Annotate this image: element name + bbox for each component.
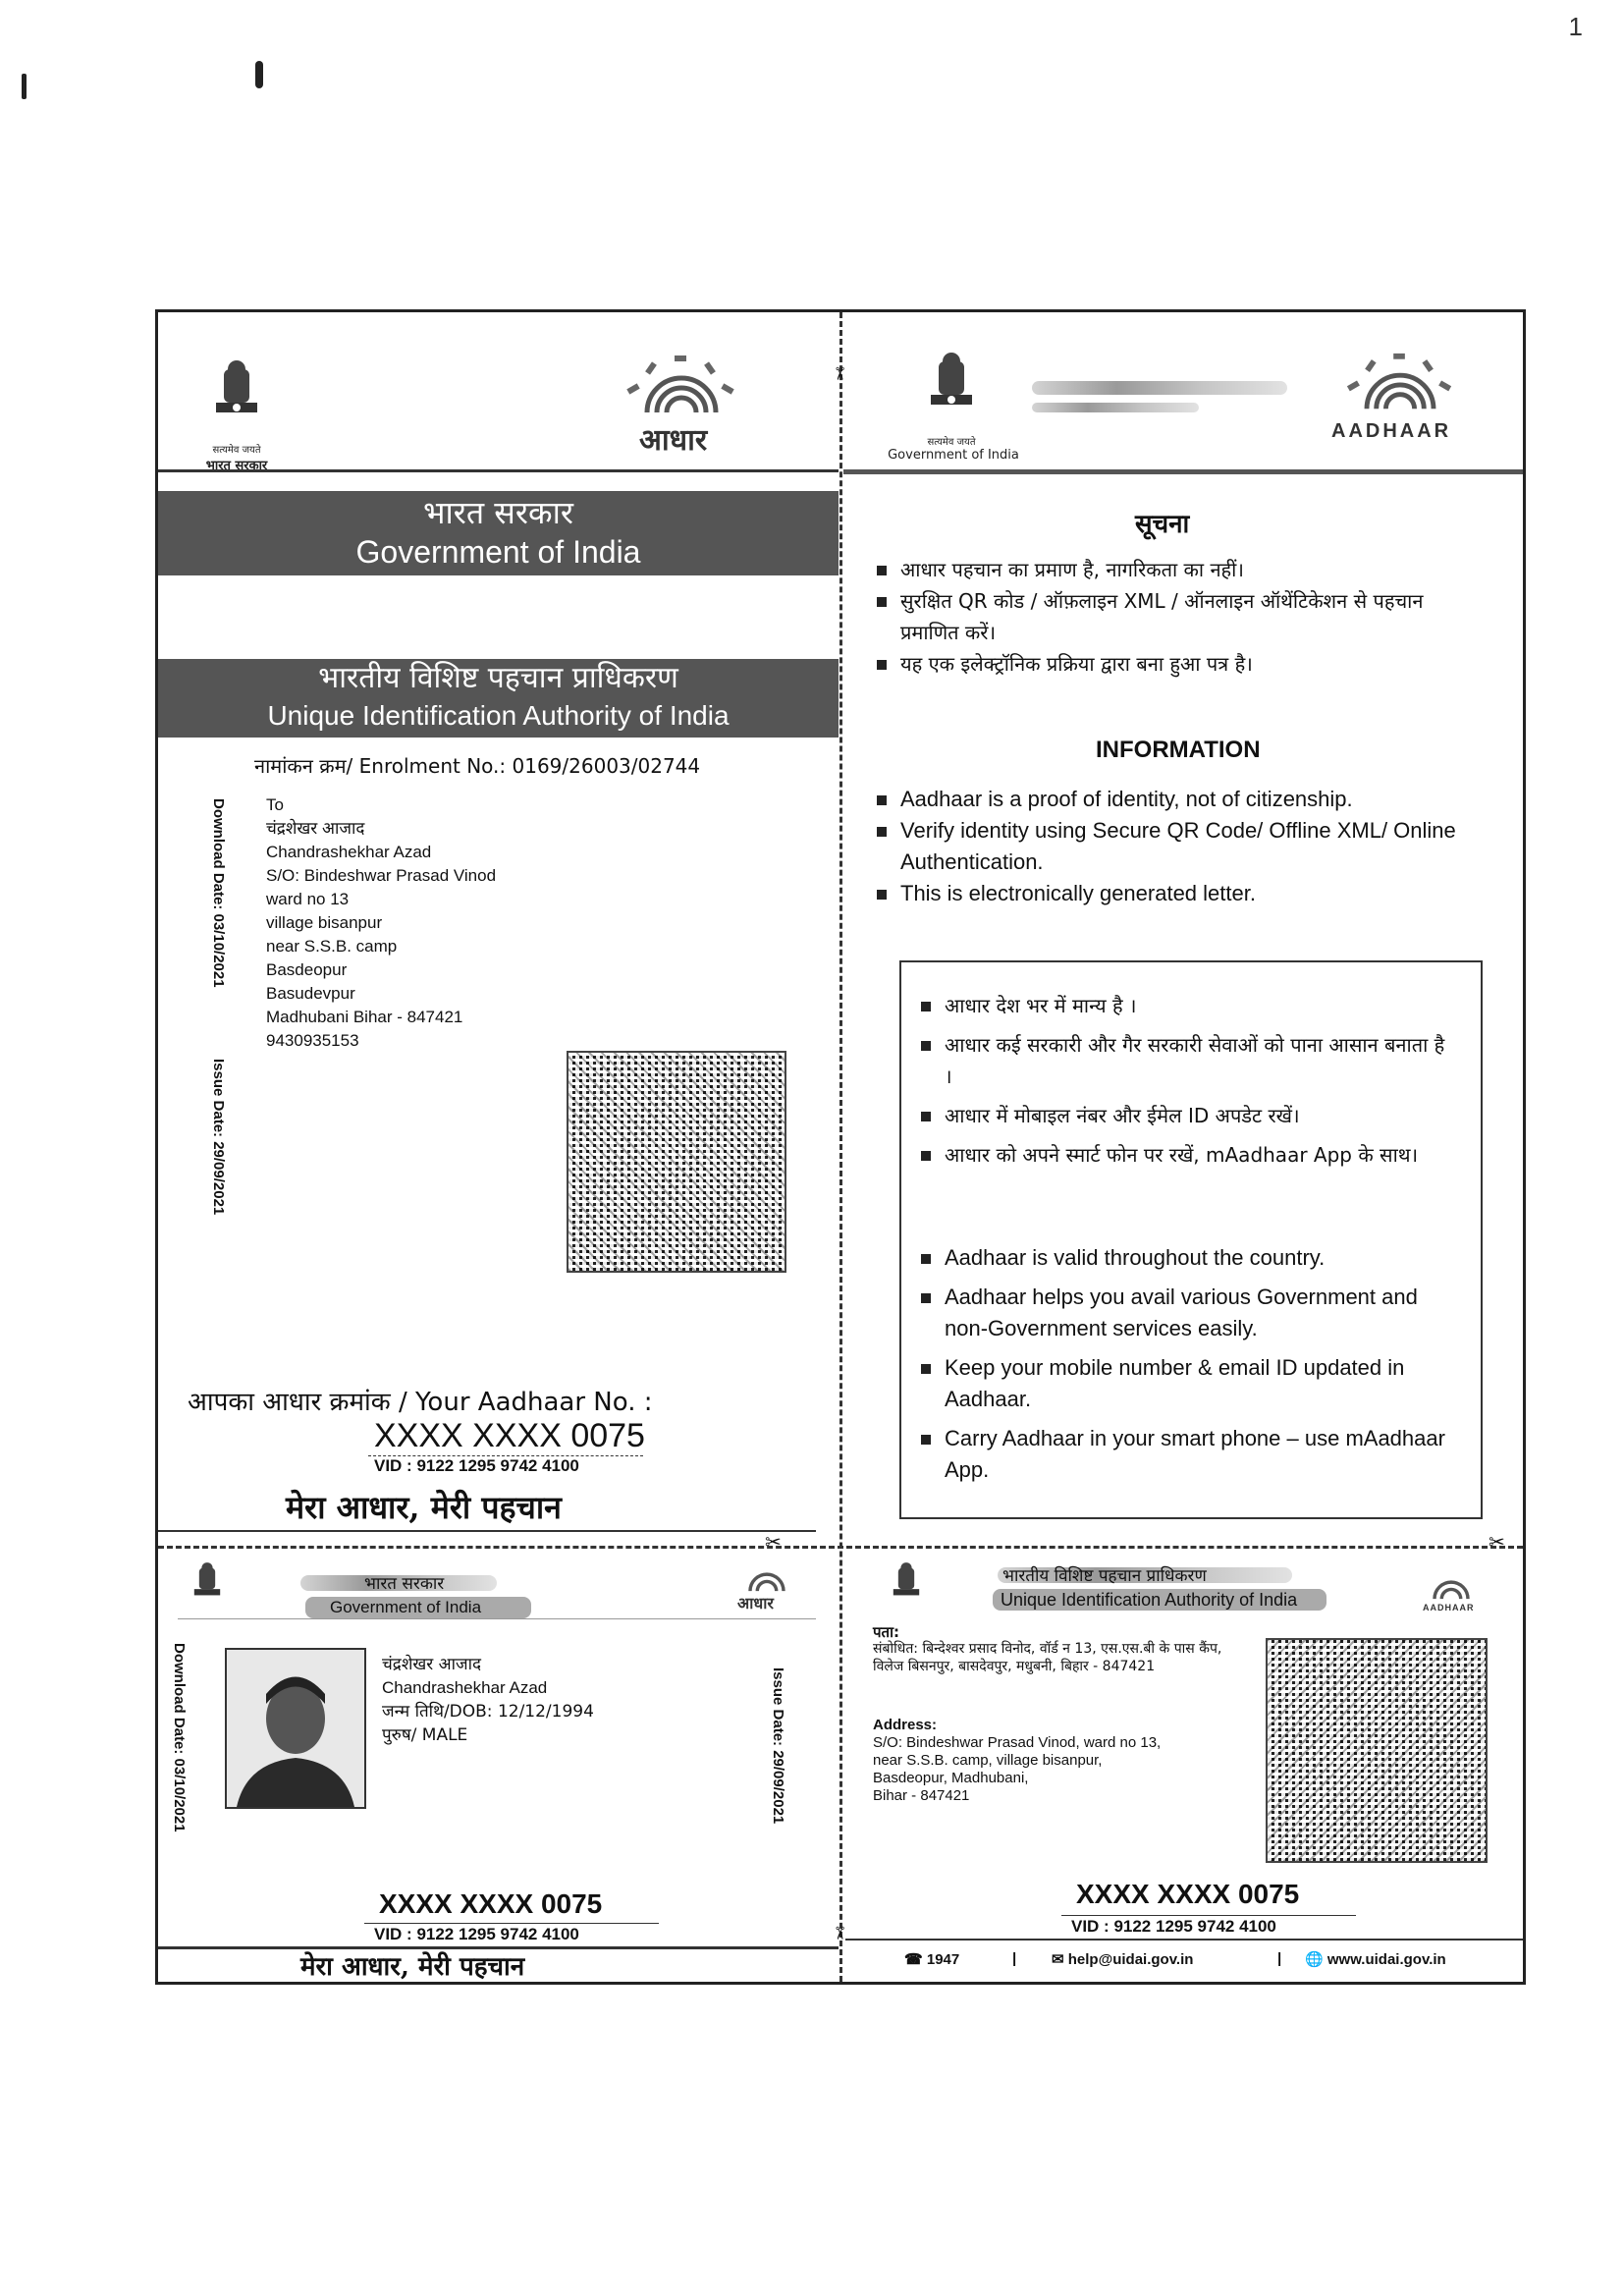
tagline: मेरा आधार, मेरी पहचान xyxy=(286,1489,562,1526)
information-item: Aadhaar is a proof of identity, not of citizenship. xyxy=(875,784,1493,815)
phone-contact xyxy=(904,1950,959,1968)
scan-mark xyxy=(22,74,27,99)
box-item-english: Aadhaar helps you avail various Government and non-Government services easily. xyxy=(919,1282,1449,1344)
website-contact xyxy=(1305,1950,1446,1968)
notice-item: आधार पहचान का प्रमाण है, नागरिकता का नहीं। xyxy=(875,554,1484,585)
scissors-icon: ✂ xyxy=(765,1530,782,1554)
card-back-vid: VID : 9122 1295 9742 4100 xyxy=(1071,1917,1276,1936)
scissors-icon: ✂ xyxy=(829,1925,850,1941)
aadhaar-logo-text: आधार xyxy=(639,423,708,458)
gov-label: Government of India xyxy=(888,448,1019,463)
card-header-rule xyxy=(178,1618,816,1619)
card-back-auth-english: Unique Identification Authority of India xyxy=(1001,1590,1298,1610)
national-emblem-icon xyxy=(885,1561,928,1611)
email-address: help@uidai.gov.in xyxy=(1067,1951,1194,1968)
card-holder-details xyxy=(382,1653,594,1747)
box-item-hindi: आधार कई सरकारी और गैर सरकारी सेवाओं को पाना आसान बनाता है । xyxy=(919,1029,1449,1092)
address-line: near S.S.B. camp xyxy=(266,937,398,956)
top-rule xyxy=(843,469,1523,474)
top-rule xyxy=(158,469,839,472)
enrolment-number: नामांकन क्रम/ Enrolment No.: 0169/26003/02744 xyxy=(254,754,701,778)
download-date: Download Date: 03/10/2021 xyxy=(210,798,227,988)
national-emblem-icon xyxy=(186,1561,229,1611)
notice-item: यह एक इलेक्ट्रॉनिक प्रक्रिया द्वारा बना हुआ पत्र है। xyxy=(875,648,1484,680)
holder-gender: पुरुष/ MALE xyxy=(382,1725,468,1745)
address-line: Madhubani Bihar - 847421 xyxy=(266,1008,463,1026)
box-item-english: Aadhaar is valid throughout the country. xyxy=(919,1242,1449,1274)
emblem-caption: सत्यमेव जयते xyxy=(927,437,976,448)
email-contact xyxy=(1052,1950,1193,1968)
address-english-line: S/O: Bindeshwar Prasad Vinod, ward no 13, xyxy=(873,1734,1162,1751)
address-line: village bisanpur xyxy=(266,913,383,932)
number-underline xyxy=(364,1923,659,1924)
address-line: चंद्रशेखर आजाद xyxy=(266,819,365,838)
photo-portrait-icon xyxy=(227,1650,364,1807)
aadhaar-letter-sheet xyxy=(155,309,1526,1985)
card-back-logo-text: AADHAAR xyxy=(1423,1603,1475,1613)
address-line: Basdeopur xyxy=(266,960,348,979)
address-line: S/O: Bindeshwar Prasad Vinod xyxy=(266,866,497,885)
address-line: Basudevpur xyxy=(266,984,355,1003)
address-line: Chandrashekhar Azad xyxy=(266,843,432,861)
redacted-bar xyxy=(1032,381,1287,395)
box-list-english xyxy=(919,1242,1449,1486)
uidai-band-english: Unique Identification Authority of India xyxy=(267,700,730,731)
address-label-hindi: पता: xyxy=(873,1623,899,1641)
aadhaar-logo-icon xyxy=(1417,1569,1486,1603)
website-url: www.uidai.gov.in xyxy=(1326,1951,1446,1968)
box-item-english: Carry Aadhaar in your smart phone – use mAadhaar App. xyxy=(919,1423,1449,1486)
national-emblem-icon xyxy=(917,352,986,428)
notice-list-hindi xyxy=(875,554,1484,680)
photo xyxy=(225,1648,366,1809)
box-item-english: Keep your mobile number & email ID updated in Aadhaar. xyxy=(919,1352,1449,1415)
aadhaar-logo-icon xyxy=(732,1561,801,1595)
information-item: Verify identity using Secure QR Code/ Offline XML/ Online Authentication. xyxy=(875,815,1493,878)
information-item: This is electronically generated letter. xyxy=(875,878,1493,909)
tagline-rule xyxy=(158,1530,816,1532)
qr-code xyxy=(567,1051,786,1273)
card-issue-date: Issue Date: 29/09/2021 xyxy=(770,1667,786,1825)
address-label-english: Address: xyxy=(873,1717,938,1733)
aadhaar-logo-icon xyxy=(618,352,745,420)
address-english-line: near S.S.B. camp, village bisanpur, xyxy=(873,1752,1103,1769)
vertical-cut-line xyxy=(839,312,842,1982)
separator: | xyxy=(1012,1950,1017,1967)
card-back-aadhaar-number: XXXX XXXX 0075 xyxy=(1076,1879,1300,1909)
page-number: 1 xyxy=(1568,12,1583,41)
box-item-hindi: आधार देश भर में मान्य है । xyxy=(919,990,1449,1021)
gov-band-english: Government of India xyxy=(355,534,641,570)
separator: | xyxy=(1277,1950,1282,1967)
redacted-bar xyxy=(1032,403,1199,412)
national-emblem-icon xyxy=(202,359,271,436)
box-item-hindi: आधार में मोबाइल नंबर और ईमेल ID अपडेट रखें। xyxy=(919,1100,1449,1131)
aadhaar-number-label: आपका आधार क्रमांक / Your Aadhaar No. : xyxy=(188,1388,653,1417)
box-item-hindi: आधार को अपने स्मार्ट फोन पर रखें, mAadhaar App के साथ। xyxy=(919,1139,1449,1171)
address-english-line: Basdeopur, Madhubani, xyxy=(873,1770,1029,1786)
globe-icon: 🌐 xyxy=(1305,1951,1324,1968)
uidai-band xyxy=(158,659,839,738)
card-gov-english-text: Government of India xyxy=(330,1598,482,1616)
gov-band xyxy=(158,491,839,575)
issue-date: Issue Date: 29/09/2021 xyxy=(210,1059,227,1216)
information-heading: INFORMATION xyxy=(1096,737,1261,763)
notice-item: सुरक्षित QR कोड / ऑफ़लाइन XML / ऑनलाइन ऑथेंटिकेशन से पहचान प्रमाणित करें। xyxy=(875,585,1484,648)
gov-band-hindi: भारत सरकार xyxy=(423,494,573,531)
aadhaar-logo-icon xyxy=(1336,350,1464,416)
card-aadhaar-logo-text: आधार xyxy=(737,1594,774,1613)
scissors-icon: ✂ xyxy=(829,365,850,382)
qr-code xyxy=(1266,1638,1488,1863)
box-list-hindi xyxy=(919,990,1449,1171)
phone-number: 1947 xyxy=(926,1951,960,1968)
number-underline xyxy=(1061,1915,1356,1916)
notice-heading: सूचना xyxy=(1135,510,1190,539)
address-english xyxy=(873,1734,1161,1805)
vid-number: VID : 9122 1295 9742 4100 xyxy=(374,1456,579,1475)
recipient-address xyxy=(266,793,496,1053)
scissors-icon: ✂ xyxy=(1489,1530,1505,1554)
address-line: 9430935153 xyxy=(266,1031,359,1050)
aadhaar-number: XXXX XXXX 0075 xyxy=(374,1417,645,1454)
card-vid: VID : 9122 1295 9742 4100 xyxy=(374,1925,579,1943)
holder-dob: जन्म तिथि/DOB: 12/12/1994 xyxy=(382,1702,594,1722)
phone-icon: ☎ xyxy=(904,1951,923,1968)
emblem-caption-gov: भारत सरकार xyxy=(205,459,268,473)
horizontal-cut-line xyxy=(158,1546,1523,1549)
uidai-band-hindi: भारतीय विशिष्ट पहचान प्राधिकरण xyxy=(318,661,678,695)
address-english-line: Bihar - 847421 xyxy=(873,1787,970,1804)
address-hindi: संबोधित: बिन्देश्वर प्रसाद विनोद, वॉर्ड न 13, एस.एस.बी के पास कैंप, विलेज बिसनपुर, बासदेवपुर, मधुबनी, बिहार - 847421 xyxy=(873,1641,1222,1674)
scan-mark xyxy=(255,61,263,88)
card-back-auth-hindi: भारतीय विशिष्ट पहचान प्राधिकरण xyxy=(1002,1566,1207,1586)
holder-name-english: Chandrashekhar Azad xyxy=(382,1678,548,1697)
card-aadhaar-number: XXXX XXXX 0075 xyxy=(379,1888,603,1919)
email-icon: ✉ xyxy=(1052,1951,1064,1968)
emblem-caption: सत्यमेव जयते xyxy=(212,445,261,456)
information-list xyxy=(875,784,1493,909)
card-tagline: मेरा आधार, मेरी पहचान xyxy=(300,1952,525,1982)
aadhaar-info-box xyxy=(899,960,1483,1519)
address-line: ward no 13 xyxy=(266,890,350,908)
aadhaar-logo-text: AADHAAR xyxy=(1331,420,1452,442)
card-download-date: Download Date: 03/10/2021 xyxy=(171,1643,188,1832)
card-back-footer-rule xyxy=(845,1939,1523,1941)
holder-name-hindi: चंद्रशेखर आजाद xyxy=(382,1655,482,1674)
address-line: To xyxy=(266,795,284,814)
card-gov-hindi: भारत सरकार xyxy=(364,1574,445,1594)
